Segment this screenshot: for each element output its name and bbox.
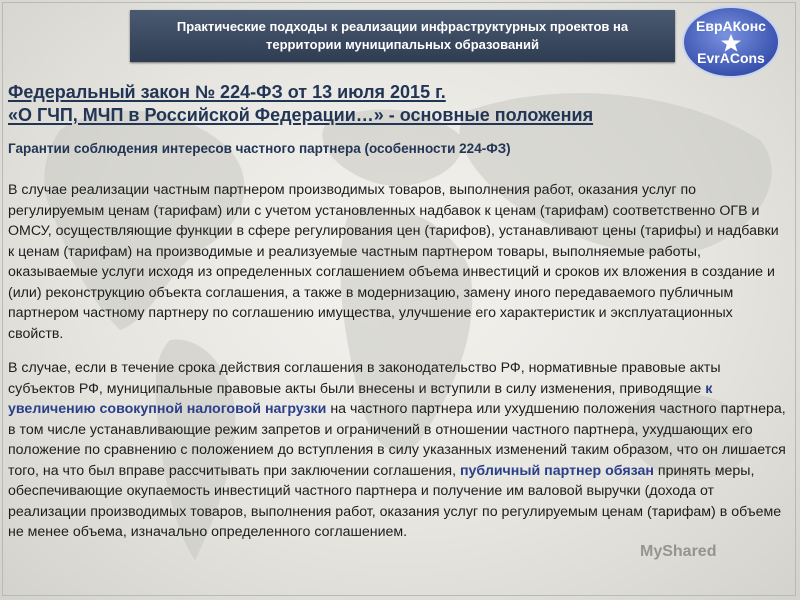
paragraph-2-part-1: В случае, если в течение срока действия соглашения в законодательство РФ, нормативные правовые акты субъектов РФ, муниципальные правовые акты были внесены и вступили в силу изменения, приводящие	[8, 360, 721, 397]
paragraph-2-part-2: на частного партнера или ухудшению положения частного партнера, в том числе устанавливающие режим запретов и ограничений в отношении частного партнера, ухудшающих его положение по сравнению с положением до вступления в силу указанных изменений таким образом, что он лишается того, на что был вправе рассчитывать при заключении соглашения,	[8, 401, 786, 479]
logo-text-latin: EvrACons	[697, 50, 765, 66]
header-banner	[130, 10, 675, 62]
paragraph-1: В случае реализации частным партнером производимых товаров, выполнения работ, оказания услуг по регулируемым ценам (тарифам) или с учетом установленных надбавок к ценам (тарифам) соответственно ОГВ и ОМСУ, осуществляющие функции в сфере регулирования цен (тарифов), устанавливают цены (тарифы) и надбавки к ценам (тарифам) на производимые и реализуемые частным партнером товары, выполняемые работы, оказываемые услуги исходя из определенных соглашением объема инвестиций и сроков их вложения в создание и (или) реконструкцию объекта соглашения, а также в модернизацию, замену иного передаваемого публичным партнером частному партнеру по соглашению имущества, улучшение его характеристик и эксплуатационных свойств.	[8, 182, 779, 342]
section-subtitle: Гарантии соблюдения интересов частного партнера (особенности 224-ФЗ)	[8, 141, 511, 156]
page-title	[8, 81, 593, 127]
title-line-2: «О ГЧП, МЧП в Российской Федерации…» - основные положения	[8, 105, 594, 125]
highlight-public-partner-obliged: публичный партнер обязан	[459, 462, 654, 479]
evracons-logo	[680, 4, 782, 80]
logo-text-cyrillic: ЕврАКонс	[696, 18, 766, 34]
title-line-1: Федеральный закон № 224-ФЗ от 13 июля 2015 г.	[8, 82, 446, 102]
highlight-tax-burden: к увеличению совокупной налоговой нагрузки	[8, 380, 713, 417]
body-text	[8, 180, 786, 557]
paragraph-2	[8, 358, 786, 543]
paragraph-2-part-3: принять меры, обеспечивающие окупаемость инвестиций частного партнера и получение им валовой выручки (дохода от реализации производимых товаров, выполнения работ, оказания услуг по регулируемым ценам (тарифам) в объеме не менее объема, изначально определенного соглашением.	[8, 462, 782, 540]
watermark: MyShared	[640, 543, 717, 560]
banner-text: Практические подходы к реализации инфраструктурных проектов на территории муниципальных образований	[176, 19, 629, 52]
